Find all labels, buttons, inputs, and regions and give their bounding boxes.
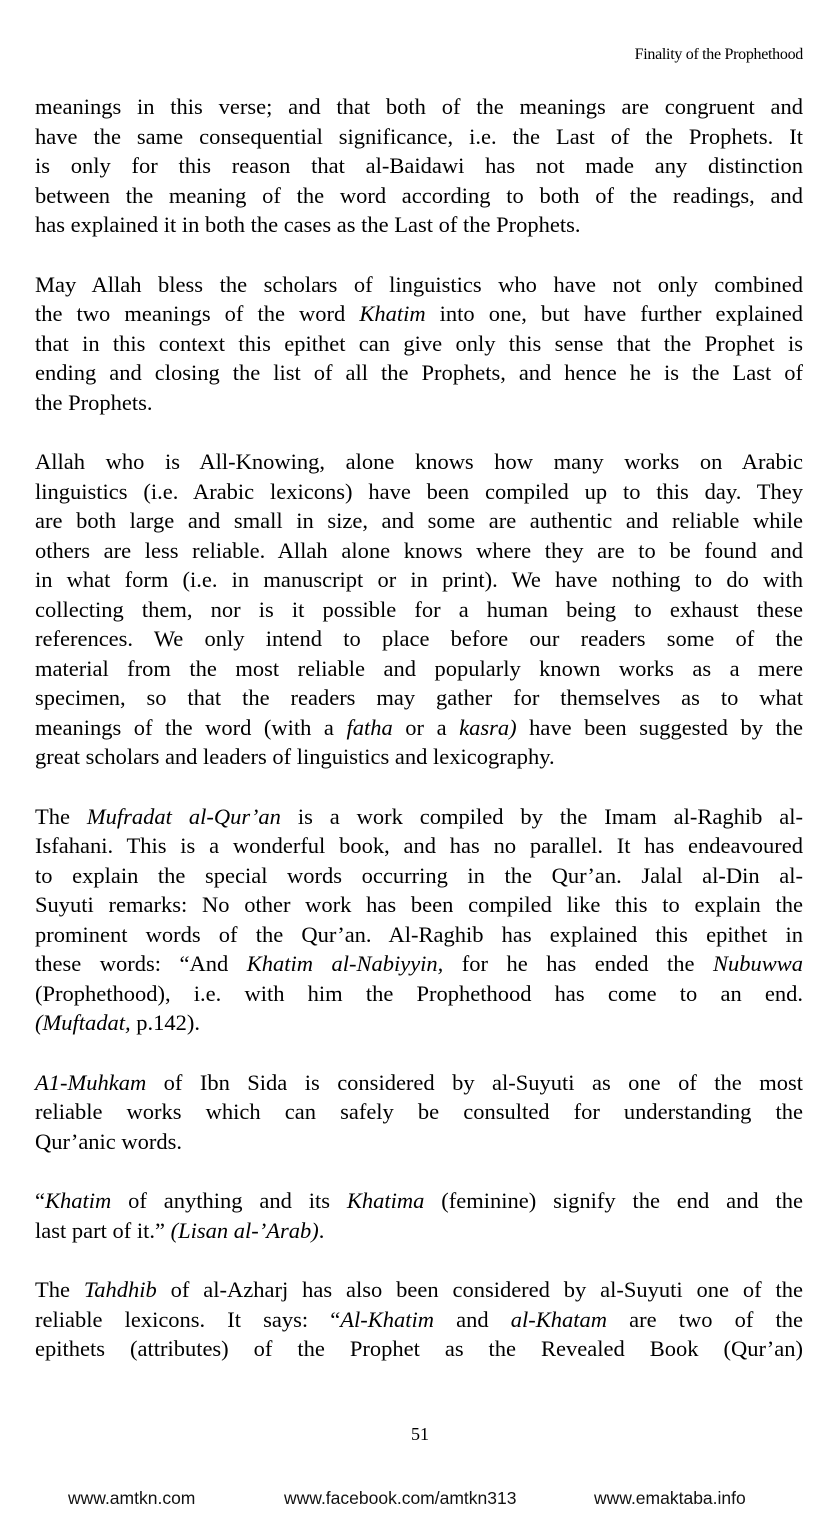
text-run: into one, but have further explained [425,301,803,326]
text-line [35,536,803,566]
text-line [35,979,803,1009]
text-line [35,358,803,388]
text-line [35,683,803,713]
running-header-title: Finality of the Prophethood [634,46,803,63]
text-line [35,920,803,950]
text-run: and [434,1306,511,1332]
footer-link-facebook[interactable]: www.facebook.com/amtkn313 [284,1488,517,1508]
italic-term: Nubuwwa [712,951,803,976]
text-line [35,506,803,536]
text-line [35,210,803,240]
text-run: is a work compiled by the Imam al-Raghib al- [280,803,804,829]
text-run: ending and closing the list of all the Prophets, and hence he is the Last of [35,360,803,385]
text-line [35,949,803,979]
text-run: reliable works which can safely be consulted for understanding the [35,1099,803,1124]
text-line [35,802,803,832]
text-run: are both large and small in size, and some are authentic and reliable while [35,508,803,533]
text-run: great scholars and leaders of linguistics and lexicography. [35,744,555,769]
text-run: . [318,1217,325,1243]
text-run: linguistics (i.e. Arabic lexicons) have been compiled up to this day. They [35,478,803,504]
text-line [35,624,803,654]
paragraph [35,1068,803,1157]
text-line [35,299,803,329]
text-line [35,1186,803,1216]
text-run: specimen, so that the readers may gather for themselves as to what [35,685,803,710]
text-run: references. We only intend to place before our readers some of the [35,626,803,651]
text-line [35,329,803,359]
italic-term: kasra) [459,714,517,740]
text-run: that in this context this epithet can give only this sense that the Prophet is [35,330,803,356]
italic-term: Al-Khatim [340,1306,435,1332]
text-run: The [35,803,87,829]
text-run: Suyuti remarks: No other work has been compiled like this to explain the [35,892,803,917]
text-run: for he has ended the [443,951,713,976]
text-run: in what form (i.e. in manuscript or in print). We have nothing to do with [35,567,803,592]
paragraph [35,270,803,418]
text-line [35,713,803,743]
text-run: between the meaning of the word according to both of the readings, and [35,182,803,208]
text-run: meanings of the word (with a [35,714,347,740]
text-run: the Prophets. [35,389,153,415]
page-body-text [35,92,803,1394]
text-run: (feminine) signify the end and the [424,1188,804,1213]
text-run: these words: “And [35,951,247,976]
text-line [35,1305,803,1335]
italic-term: A1-Muhkam [35,1069,147,1095]
text-run: Allah who is All-Knowing, alone knows how many works on Arabic [35,449,803,474]
text-run: (Prophethood), i.e. with him the Prophethood has come to an end. [35,980,803,1006]
text-run: May Allah bless the scholars of linguistics who have not only combined [35,271,803,297]
text-run: of Ibn Sida is considered by al-Suyuti as one of the most [146,1069,803,1095]
text-line [35,565,803,595]
italic-term: fatha [346,714,393,740]
italic-term: Mufradat al-Qur’an [86,803,281,829]
text-line [35,388,803,418]
text-line [35,742,803,772]
text-line [35,654,803,684]
text-line [35,1334,803,1364]
text-line [35,1216,803,1246]
text-run: Qur’anic words. [35,1128,183,1154]
text-run: reliable lexicons. It says: “ [35,1306,341,1332]
text-line [35,861,803,891]
text-run: p.142). [130,1010,200,1035]
paragraph [35,1275,803,1364]
text-line [35,447,803,477]
paragraph [35,802,803,1038]
text-line [35,1068,803,1098]
text-line [35,122,803,152]
text-run: last part of it.” [35,1217,171,1243]
footer-link-emaktaba[interactable]: www.emaktaba.info [594,1488,746,1508]
text-line [35,181,803,211]
text-run: have the same consequential significance, i.e. the Last of the Prophets. It [35,123,803,149]
text-run: meanings in this verse; and that both of the meanings are congruent and [35,94,803,119]
text-run: collecting them, nor is it possible for a human being to exhaust these [35,596,803,622]
text-line [35,1127,803,1157]
footer-link-amtkn[interactable]: www.amtkn.com [68,1488,196,1508]
text-run: have been suggested by the [516,714,804,740]
paragraph [35,1186,803,1245]
text-line [35,595,803,625]
text-run: “ [35,1188,45,1213]
italic-term: Tahdhib [83,1277,157,1302]
italic-term: al-Khatam [510,1306,608,1332]
text-run: prominent words of the Qur’an. Al-Raghib has explained this epithet in [35,921,803,947]
text-line [35,1275,803,1305]
text-run: others are less reliable. Allah alone knows where they are to be found and [35,537,803,563]
italic-term: Khatim [45,1188,112,1213]
text-line [35,831,803,861]
text-run: has explained it in both the cases as the Last of the Prophets. [35,212,581,237]
paragraph [35,447,803,772]
text-run: or a [392,714,460,740]
italic-term: Khatim [359,301,426,326]
text-run: epithets (attributes) of the Prophet as the Revealed Book (Qur’an) [35,1336,803,1361]
text-line [35,151,803,181]
page-number: 51 [411,1424,429,1444]
text-line [35,1097,803,1127]
italic-term: (Muftadat, [35,1010,131,1035]
text-line [35,477,803,507]
text-run: material from the most reliable and popularly known works as a mere [35,655,803,681]
text-line [35,92,803,122]
text-run: is only for this reason that al-Baidawi has not made any distinction [35,153,803,178]
italic-term: Khatima [346,1188,425,1213]
text-line [35,270,803,300]
text-run: The [35,1277,84,1302]
text-run: Isfahani. This is a wonderful book, and has no parallel. It has endeavoured [35,833,803,858]
text-line [35,1008,803,1038]
text-run: the two meanings of the word [35,301,360,326]
text-line [35,890,803,920]
text-run: of anything and its [111,1188,347,1213]
text-run: to explain the special words occurring in the Qur’an. Jalal al-Din al- [35,862,803,888]
italic-term: (Lisan al-’Arab) [170,1217,319,1243]
paragraph [35,92,803,240]
text-run: are two of the [607,1306,803,1332]
text-run: of al-Azharj has also been considered by al-Suyuti one of the [156,1277,803,1302]
italic-term: Khatim al-Nabiyyin, [246,951,444,976]
